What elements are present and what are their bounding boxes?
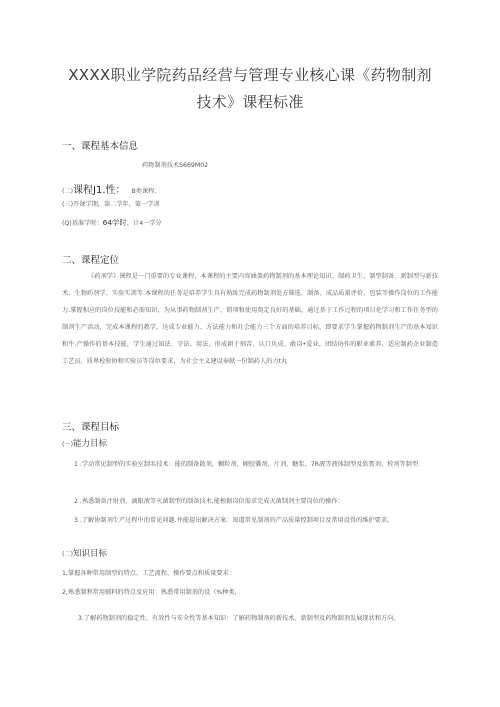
- document-title-line1: XXXX职业学院药品经营与管理专业核心课《药物制剂: [68, 66, 432, 84]
- section3-heading: 三、课程目标: [62, 422, 120, 433]
- course-nature-prefix: (二): [62, 188, 74, 195]
- course-code: 药物制剂技术S669M02: [142, 162, 209, 169]
- ability-goals-prefix: (一): [62, 441, 74, 448]
- section2-heading: 二、课程定位: [62, 255, 120, 266]
- knowledge-goals-heading: [62, 547, 107, 559]
- knowledge-goals-prefix: (二): [62, 551, 74, 558]
- ability-goals-title: 能力目标: [73, 439, 108, 449]
- ability-goal-item: 2 .熟悉制备注射剂、滴眼液等灭菌制型的制备技术.能根据岗位需求完成灭菌制剂主要岗位的操作：: [74, 498, 344, 505]
- course-term: (三)开课学期，第二学年，第一学训: [62, 201, 160, 208]
- course-hours-rest: ，计4一学分: [126, 220, 162, 227]
- ability-goal-item: 1 .学动常见制型的实验室制名技术：能的制备散剂、颗粒剂、硬胶囊剂、片剂、糖浆、7R液等液体制型及软膏剂、栓剂等制型.: [74, 461, 421, 468]
- document-title-line2: 技术》课程标准: [196, 93, 304, 111]
- course-nature-label: 课程J1.性：: [73, 185, 126, 196]
- knowledge-goal-item: 2,熟悉制利常用辅料的特点及应用：熟悉常用制剂的设（%种类，: [62, 589, 241, 596]
- ability-goal-item: 3 .了解协制剂生产过程中的常见问题.并能提出解决方案：知道常见制剂的产品质量控制项目及常用设得的维护要求。: [74, 517, 394, 524]
- knowledge-goal-item: 1,掌握各种常用制型的特点、工艺流程、操作要点和质量要求：: [62, 570, 235, 577]
- course-hours-value: 64学时: [102, 218, 127, 227]
- section1-heading: 一、课程基本信息: [62, 141, 139, 152]
- course-nature-value: B类课程.: [131, 188, 157, 195]
- knowledge-goal-item: 3.了解药物制剂的稳定性、有效性与安全性等基本知识：了解药物制剂的新技术、新制型及药物制剂发展现状和方向。: [78, 615, 400, 622]
- knowledge-goals-title: 知识目标: [73, 549, 108, 559]
- course-hours: [62, 217, 162, 228]
- course-hours-prefix: (Q)基准学时：: [62, 220, 103, 227]
- course-nature-line: [62, 178, 156, 197]
- section2-body: 《药剂学》课程是一门重要的专业课程，本课程的主要内容涵盖药物制剂的基本理论知识、制药卫生、制型制备、新制型与新技术、生物药剂学、实验实训等.本课程的任务是培养学生具有熟练完成药物制剂处方筛选、制备、成品质量评价、包装等操作岗位的工作能力.掌握相应的岗位技能和必需知识，为从事药物制剂生产、销项和使用奠定良好的基础，通过基于工作过程的项目化学习和工作任务型的制剂生产活动，完成本课程的教学，达成专业能力、方法能力和社会能力三个方面的培养目标，即要求学生掌握药物制剂生产的基本知识和牛.产操作的基本技能，学生通过知法、守法、用法，形成耕于刻苦、认口负成、敢岗•爱业，团结协作的职业素养，适应制药企业制造工艺员、质界检验协和实验员等岗位要求，为社会主义建设奉献一份制药人的力t丸: [62, 273, 438, 365]
- ability-goals-heading: [62, 437, 107, 449]
